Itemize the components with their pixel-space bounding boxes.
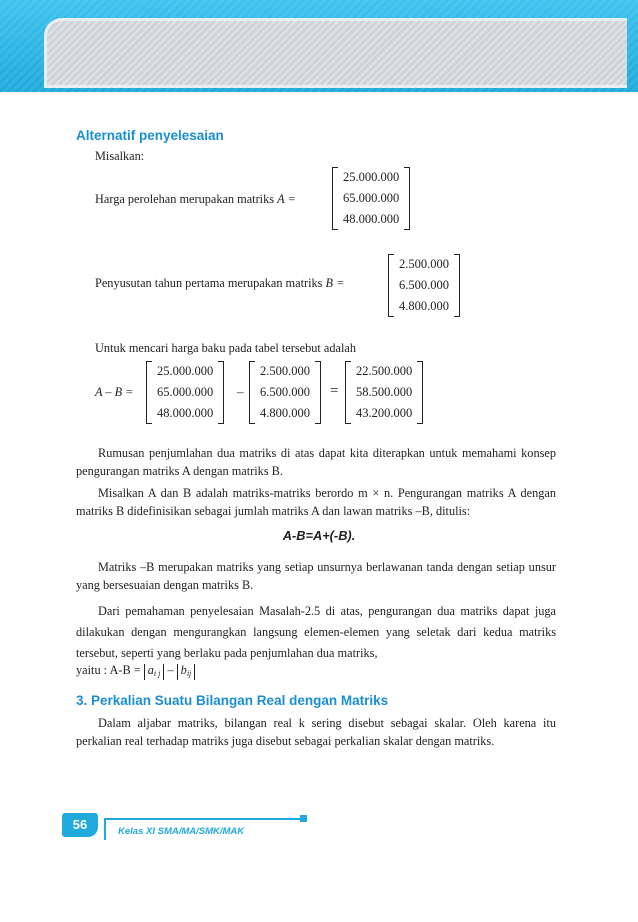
paragraph-3: Matriks –B merupakan matriks yang setiap unsurnya berlawanan tanda dengan setiap unsur yang bersesuaian dengan matriks B. bbox=[76, 560, 556, 592]
harga-label: Harga perolehan merupakan matriks A = bbox=[95, 192, 296, 206]
footer-rule bbox=[104, 818, 304, 820]
footer-rule-vertical bbox=[104, 818, 106, 840]
eq-a-row-2: 65.000.000 bbox=[157, 385, 214, 399]
equation-lhs: A – B = bbox=[95, 385, 134, 399]
eq-a-row-1: 25.000.000 bbox=[157, 364, 214, 378]
footer-rule-end bbox=[300, 815, 307, 822]
subtraction-formula: A-B=A+(-B). bbox=[282, 528, 356, 543]
paragraph-4-formula: yaitu : $A-B = a_{i j} - b_{ij}$ bbox=[76, 662, 195, 680]
matrix-a-row-1: 25.000.000 bbox=[343, 170, 400, 184]
matrix-b-row-1: 2.500.000 bbox=[399, 257, 449, 271]
element-a-bracket: $a_{i j}$ bbox=[144, 664, 165, 680]
equation-minus: – bbox=[237, 384, 244, 399]
paragraph-1: Rumusan penjumlahan dua matriks di atas dapat kita diterapkan untuk memahami konsep pengurangan matriks A dengan matriks B. bbox=[76, 446, 556, 478]
eq-b-row-2: 6.500.000 bbox=[260, 385, 310, 399]
footer-book-title: Kelas XI SMA/MA/SMK/MAK bbox=[118, 826, 245, 837]
equation-matrix-b bbox=[249, 361, 321, 424]
eq-b-row-3: 4.800.000 bbox=[260, 406, 310, 420]
misalkan-label: Misalkan: bbox=[95, 149, 145, 163]
matrix-b bbox=[388, 254, 460, 317]
equation-matrix-a bbox=[146, 361, 224, 424]
equation-equals: = bbox=[330, 383, 339, 399]
matrix-b-row-2: 6.500.000 bbox=[399, 278, 449, 292]
equation-matrix-result bbox=[345, 361, 423, 424]
eq-r-row-2: 58.500.000 bbox=[356, 385, 413, 399]
element-b-bracket: $b_{ij}$ bbox=[177, 664, 196, 680]
page-number: 56 bbox=[62, 813, 98, 837]
eq-r-row-1: 22.500.000 bbox=[356, 364, 413, 378]
untuk-text: Untuk mencari harga baku pada tabel tersebut adalah bbox=[95, 341, 356, 355]
section-heading-3: 3. Perkalian Suatu Bilangan Real dengan Matriks bbox=[76, 693, 389, 708]
matrix-a bbox=[332, 167, 410, 230]
paragraph-4: Dari pemahaman penyelesaian Masalah-2.5 di atas, pengurangan dua matriks dapat juga dilakukan dengan mengurangkan langsung elemen-elemen yang seletak dari kedua matriks tersebut, seperti yang berlaku pada penjumlahan dua matriks, bbox=[76, 604, 556, 660]
eq-b-row-1: 2.500.000 bbox=[260, 364, 310, 378]
heading-alternatif: Alternatif penyelesaian bbox=[76, 128, 224, 143]
matrix-a-row-2: 65.000.000 bbox=[343, 191, 400, 205]
header-banner bbox=[0, 0, 638, 92]
paragraph-2: Misalkan A dan B adalah matriks-matriks berordo m × n. Pengurangan matriks A dengan matriks B didefinisikan sebagai jumlah matriks A dan lawan matriks –B, ditulis: bbox=[76, 486, 556, 518]
penyusutan-label: Penyusutan tahun pertama merupakan matriks B = bbox=[95, 276, 345, 290]
eq-a-row-3: 48.000.000 bbox=[157, 406, 214, 420]
matrix-a-row-3: 48.000.000 bbox=[343, 212, 400, 226]
matrix-b-row-3: 4.800.000 bbox=[399, 299, 449, 313]
eq-r-row-3: 43.200.000 bbox=[356, 406, 413, 420]
paragraph-5: Dalam aljabar matriks, bilangan real k sering disebut sebagai skalar. Oleh karena itu perkalian real terhadap matriks juga disebut sebagai perkalian skalar dengan matriks. bbox=[76, 716, 556, 748]
